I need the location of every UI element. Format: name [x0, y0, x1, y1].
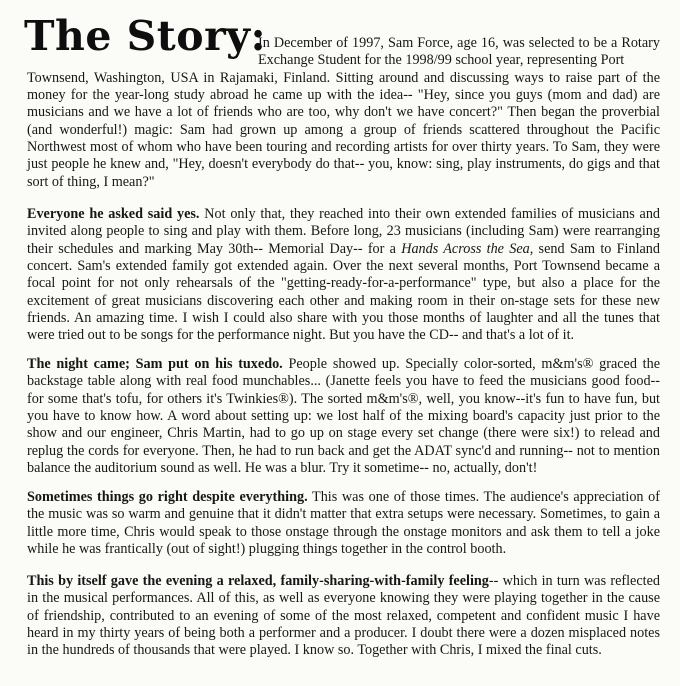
paragraph-text: Not only that, they reached into their own extended families of musicians and invited along people to sing and play with them. Before long, 23 musicians (including Sam) were rearranging their schedules and marking May 30th-- Memorial Day-- for a [27, 206, 661, 257]
paragraph-night-came [27, 356, 660, 477]
paragraph-lead: Everyone he asked said yes. [27, 206, 200, 222]
paragraph-lead: This by itself gave the evening a relaxed, family-sharing-with-family feeling [27, 573, 489, 589]
intro-text: Townsend, Washington, USA in Rajamaki, Finland. Sitting around and discussing ways to raise part of the money for the year-long study abroad he came up with the idea-- "Hey, since you guys (mom and dad) are musicians and we have a lot of friends who are too, why don't we have concert?" Then began the proverbial (and wonderful!) magic: Sam had grown up among a group of friends scattered throughout the Pacific Northwest most of whom who have been touring and recording artists for over thirty years. To Sam, they were just people he knew and, "Hey, doesn't everybody do that-- you, know: sing, play instruments, do gigs and that sort of thing, I mean?" [27, 69, 660, 190]
story-title: The Story: [24, 12, 267, 60]
paragraph-text: , send Sam to Finland concert. Sam's extended family got extended again. Over the next several months, Port Townsend became a focal point for not only rehearsals of the "getting-ready-for-a-performance" type, but also a place for the excitement of great musicians discovering each other and making room in their on-stage sets for these new friends. An amazing time. I wish I could also share with you those months of laughter and all the tunes that were tried out to be songs for the performance night. But you have the CD-- and that's a lot of it. [27, 240, 660, 344]
paragraph-text: -- which in turn was reflected in the musical performances. All of this, as well as everyone knowing they were playing together in the cause of friendship, contributed to an evening of some of the most relaxed, competent and confident music I have heard in my thirty years of being both a performer and a producer. I doubt there were a dozen misplaced notes in the hundreds of thousands that were played. I know so. Together with Chris, I mixed the final cuts. [27, 573, 660, 659]
paragraph-things-go-right [27, 489, 660, 558]
paragraph-lead: The night came; Sam put on his tuxedo. [27, 356, 283, 372]
concert-name: Hands Across the Sea [401, 240, 530, 257]
paragraph-relaxed-feeling [27, 573, 660, 660]
paragraph-lead: Sometimes things go right despite everything. [27, 489, 308, 505]
paragraph-intro [27, 70, 660, 191]
intro-first-line-text: In December of 1997, Sam Force, age 16, was selected to be a Rotary Exchange Student for the 1998/99 school year, representing Port [258, 35, 660, 69]
paragraph-text: People showed up. Specially color-sorted, m&m's® graced the backstage table along with real food munchables... (Janette feels you have to feed the musicians good food-- for some that's tofu, for others it's Twinkies®). The sorted m&m's®, well, you know--it's fun to have fun, but you have to know how. A word about setting up: we lost half of the mixing board's capacity just prior to the show and our engineer, Chris Martin, had to go up on stage every set change (there were six!) to relead and replug the cords for everyone. Then, he had to run back and get the ADAT sync'd and running-- not to mention balance the auditorium sound as well. He was a blur. Try it sometime-- no, actually, don't! [27, 356, 660, 477]
paragraph-intro-first-line [258, 35, 660, 70]
paragraph-everyone-said-yes [27, 206, 660, 345]
paragraph-text: This was one of those times. The audience's appreciation of the music was so warm and genuine that it didn't matter that extra setups were necessary. Sometimes, to gain a little more time, Chris would speak to those onstage through the onstage monitors and ask them to tell a joke while he was frantically (out of sight!) plugging things together in the control booth. [27, 489, 660, 558]
